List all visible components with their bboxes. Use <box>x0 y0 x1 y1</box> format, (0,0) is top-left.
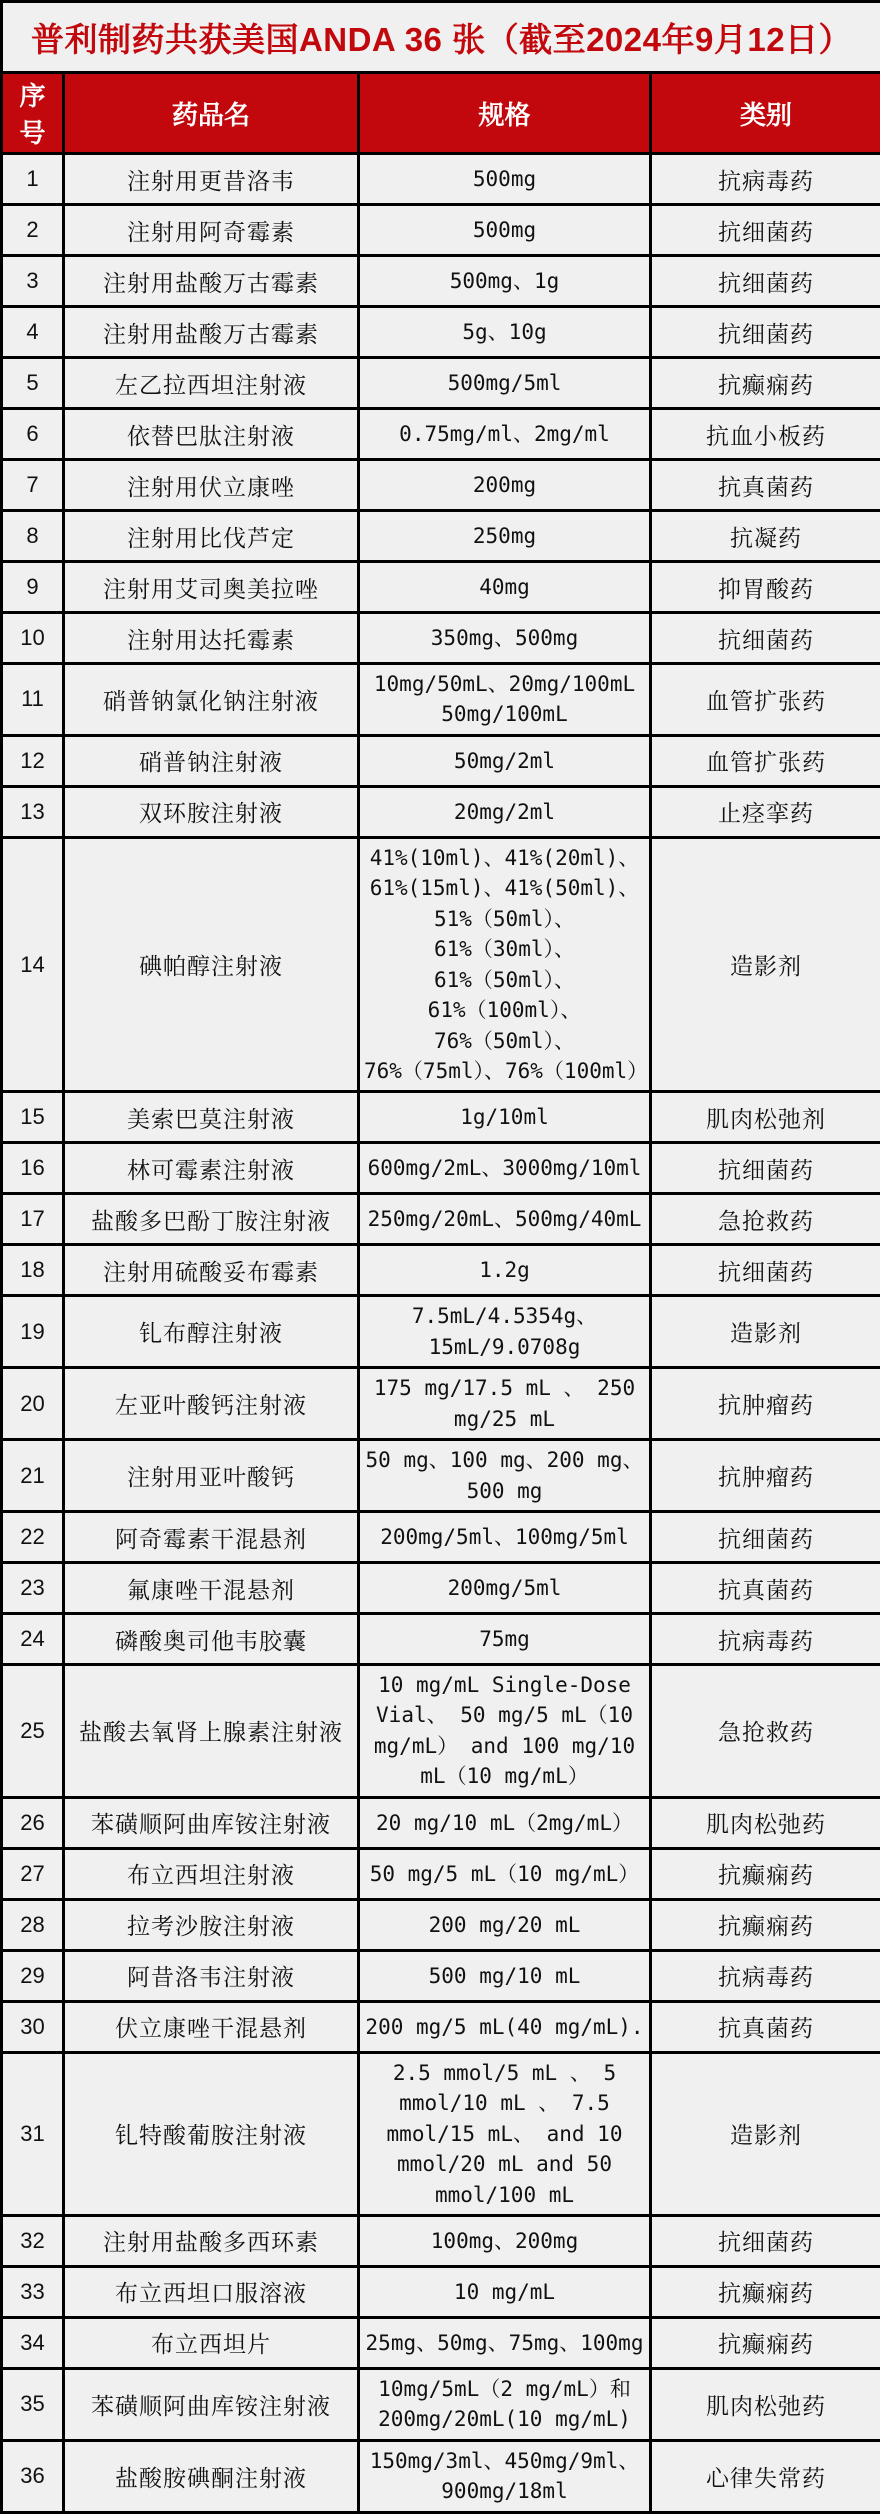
cell-no: 21 <box>2 1440 64 1512</box>
cell-no: 22 <box>2 1512 64 1563</box>
cell-no: 31 <box>2 2052 64 2215</box>
cell-category: 造影剂 <box>651 837 880 1092</box>
cell-drug-name: 碘帕醇注射液 <box>64 837 359 1092</box>
cell-drug-name: 钆布醇注射液 <box>64 1296 359 1368</box>
cell-category: 抗真菌药 <box>651 460 880 511</box>
cell-no: 6 <box>2 409 64 460</box>
cell-drug-name: 拉考沙胺注射液 <box>64 1899 359 1950</box>
table-row <box>2 358 880 409</box>
cell-spec: 350mg、500mg <box>359 613 651 664</box>
table-row <box>2 786 880 837</box>
cell-drug-name: 氟康唑干混悬剂 <box>64 1563 359 1614</box>
cell-category: 急抢救药 <box>651 1665 880 1798</box>
cell-drug-name: 林可霉素注射液 <box>64 1143 359 1194</box>
cell-spec: 25mg、50mg、75mg、100mg <box>359 2317 651 2368</box>
table-row <box>2 2001 880 2052</box>
table-row <box>2 1194 880 1245</box>
cell-no: 5 <box>2 358 64 409</box>
table-row <box>2 511 880 562</box>
cell-spec: 40mg <box>359 562 651 613</box>
cell-spec: 20 mg/10 mL（2mg/mL） <box>359 1797 651 1848</box>
table-row <box>2 1848 880 1899</box>
cell-spec: 2.5 mmol/5 mL 、 5 mmol/10 mL 、 7.5 mmol/15 mL、 and 10 mmol/20 mL and 50 mmol/100 mL <box>359 2052 651 2215</box>
cell-no: 10 <box>2 613 64 664</box>
cell-drug-name: 注射用亚叶酸钙 <box>64 1440 359 1512</box>
cell-spec: 500mg <box>359 154 651 205</box>
table-row <box>2 664 880 736</box>
table-row <box>2 1143 880 1194</box>
cell-spec: 200 mg/5 mL(40 mg/mL). <box>359 2001 651 2052</box>
cell-category: 抗细菌药 <box>651 2215 880 2266</box>
table-row <box>2 154 880 205</box>
cell-drug-name: 盐酸多巴酚丁胺注射液 <box>64 1194 359 1245</box>
cell-spec: 200 mg/20 mL <box>359 1899 651 1950</box>
cell-category: 抗肿瘤药 <box>651 1440 880 1512</box>
cell-no: 3 <box>2 256 64 307</box>
column-header-drug-name: 药品名 <box>64 73 359 154</box>
cell-category: 造影剂 <box>651 2052 880 2215</box>
cell-drug-name: 布立西坦片 <box>64 2317 359 2368</box>
cell-drug-name: 阿昔洛韦注射液 <box>64 1950 359 2001</box>
cell-category: 抗肿瘤药 <box>651 1368 880 1440</box>
cell-no: 7 <box>2 460 64 511</box>
table-body <box>2 154 880 2513</box>
cell-no: 28 <box>2 1899 64 1950</box>
table-row <box>2 1092 880 1143</box>
table-row <box>2 1950 880 2001</box>
cell-no: 16 <box>2 1143 64 1194</box>
cell-spec: 1g/10ml <box>359 1092 651 1143</box>
table-row <box>2 1797 880 1848</box>
cell-no: 27 <box>2 1848 64 1899</box>
cell-category: 肌肉松弛药 <box>651 2368 880 2440</box>
cell-category: 血管扩张药 <box>651 735 880 786</box>
cell-no: 30 <box>2 2001 64 2052</box>
table-row <box>2 1512 880 1563</box>
page-title: 普利制药共获美国ANDA 36 张（截至2024年9月12日） <box>2 2 880 73</box>
cell-no: 25 <box>2 1665 64 1798</box>
cell-drug-name: 注射用硫酸妥布霉素 <box>64 1245 359 1296</box>
cell-spec: 175 mg/17.5 mL 、 250 mg/25 mL <box>359 1368 651 1440</box>
cell-drug-name: 盐酸去氧肾上腺素注射液 <box>64 1665 359 1798</box>
cell-spec: 5g、10g <box>359 307 651 358</box>
table-row <box>2 2052 880 2215</box>
cell-no: 26 <box>2 1797 64 1848</box>
cell-category: 抗真菌药 <box>651 1563 880 1614</box>
cell-no: 1 <box>2 154 64 205</box>
cell-category: 抗细菌药 <box>651 256 880 307</box>
cell-spec: 1.2g <box>359 1245 651 1296</box>
cell-drug-name: 美索巴莫注射液 <box>64 1092 359 1143</box>
cell-spec: 41%(10ml)、41%(20ml)、61%(15ml)、41%(50ml)、51%（50ml）、61%（30ml）、61%（50ml）、61%（100ml）、76%（50ml）、76%（75ml）、76%（100ml） <box>359 837 651 1092</box>
table-row <box>2 1899 880 1950</box>
cell-drug-name: 苯磺顺阿曲库铵注射液 <box>64 1797 359 1848</box>
cell-spec: 10 mg/mL <box>359 2266 651 2317</box>
cell-drug-name: 左亚叶酸钙注射液 <box>64 1368 359 1440</box>
column-header-category: 类别 <box>651 73 880 154</box>
cell-no: 19 <box>2 1296 64 1368</box>
cell-no: 13 <box>2 786 64 837</box>
header-row <box>2 73 880 154</box>
cell-no: 18 <box>2 1245 64 1296</box>
cell-no: 29 <box>2 1950 64 2001</box>
cell-drug-name: 磷酸奥司他韦胶囊 <box>64 1614 359 1665</box>
cell-no: 24 <box>2 1614 64 1665</box>
cell-no: 2 <box>2 205 64 256</box>
table-row <box>2 1368 880 1440</box>
table-row <box>2 1563 880 1614</box>
cell-category: 抗细菌药 <box>651 307 880 358</box>
table-row <box>2 409 880 460</box>
cell-drug-name: 布立西坦注射液 <box>64 1848 359 1899</box>
cell-no: 36 <box>2 2440 64 2512</box>
cell-category: 肌肉松弛剂 <box>651 1092 880 1143</box>
cell-drug-name: 苯磺顺阿曲库铵注射液 <box>64 2368 359 2440</box>
cell-spec: 10 mg/mL Single-Dose Vial、 50 mg/5 mL（10 mg/mL） and 100 mg/10 mL（10 mg/mL） <box>359 1665 651 1798</box>
cell-drug-name: 注射用艾司奥美拉唑 <box>64 562 359 613</box>
cell-spec: 500 mg/10 mL <box>359 1950 651 2001</box>
cell-drug-name: 硝普钠注射液 <box>64 735 359 786</box>
table-row <box>2 1440 880 1512</box>
cell-drug-name: 双环胺注射液 <box>64 786 359 837</box>
cell-category: 造影剂 <box>651 1296 880 1368</box>
table-row <box>2 735 880 786</box>
cell-category: 抗真菌药 <box>651 2001 880 2052</box>
cell-no: 12 <box>2 735 64 786</box>
cell-category: 抗癫痫药 <box>651 1848 880 1899</box>
cell-category: 肌肉松弛药 <box>651 1797 880 1848</box>
table-row <box>2 1296 880 1368</box>
cell-drug-name: 阿奇霉素干混悬剂 <box>64 1512 359 1563</box>
table-row <box>2 1245 880 1296</box>
table-row <box>2 1665 880 1798</box>
cell-drug-name: 注射用达托霉素 <box>64 613 359 664</box>
table-row <box>2 2368 880 2440</box>
cell-category: 抑胃酸药 <box>651 562 880 613</box>
cell-category: 抗细菌药 <box>651 1512 880 1563</box>
cell-drug-name: 注射用阿奇霉素 <box>64 205 359 256</box>
cell-no: 34 <box>2 2317 64 2368</box>
cell-category: 抗血小板药 <box>651 409 880 460</box>
cell-category: 抗细菌药 <box>651 1143 880 1194</box>
table-row <box>2 562 880 613</box>
cell-drug-name: 左乙拉西坦注射液 <box>64 358 359 409</box>
cell-no: 8 <box>2 511 64 562</box>
title-row <box>2 2 880 73</box>
table-row <box>2 256 880 307</box>
cell-category: 血管扩张药 <box>651 664 880 736</box>
cell-spec: 20mg/2ml <box>359 786 651 837</box>
cell-spec: 10mg/5mL（2 mg/mL）和 200mg/20mL(10 mg/mL) <box>359 2368 651 2440</box>
column-header-no: 序号 <box>2 73 64 154</box>
cell-no: 9 <box>2 562 64 613</box>
cell-spec: 100mg、200mg <box>359 2215 651 2266</box>
cell-no: 23 <box>2 1563 64 1614</box>
table-row <box>2 2317 880 2368</box>
table-row <box>2 2440 880 2512</box>
cell-drug-name: 伏立康唑干混悬剂 <box>64 2001 359 2052</box>
table-row <box>2 205 880 256</box>
cell-spec: 10mg/50mL、20mg/100mL 50mg/100mL <box>359 664 651 736</box>
cell-spec: 250mg/20mL、500mg/40mL <box>359 1194 651 1245</box>
cell-spec: 500mg、1g <box>359 256 651 307</box>
cell-drug-name: 注射用比伐芦定 <box>64 511 359 562</box>
cell-category: 心律失常药 <box>651 2440 880 2512</box>
cell-spec: 600mg/2mL、3000mg/10ml <box>359 1143 651 1194</box>
cell-no: 32 <box>2 2215 64 2266</box>
cell-spec: 200mg/5ml <box>359 1563 651 1614</box>
cell-category: 抗病毒药 <box>651 154 880 205</box>
table-row <box>2 2266 880 2317</box>
cell-category: 抗细菌药 <box>651 205 880 256</box>
cell-no: 33 <box>2 2266 64 2317</box>
cell-no: 20 <box>2 1368 64 1440</box>
cell-category: 抗癫痫药 <box>651 1899 880 1950</box>
cell-drug-name: 注射用更昔洛韦 <box>64 154 359 205</box>
cell-no: 4 <box>2 307 64 358</box>
cell-no: 11 <box>2 664 64 736</box>
table-row <box>2 1614 880 1665</box>
cell-category: 抗细菌药 <box>651 1245 880 1296</box>
cell-spec: 200mg/5ml、100mg/5ml <box>359 1512 651 1563</box>
cell-spec: 7.5mL/4.5354g、15mL/9.0708g <box>359 1296 651 1368</box>
cell-category: 抗凝药 <box>651 511 880 562</box>
cell-drug-name: 布立西坦口服溶液 <box>64 2266 359 2317</box>
cell-spec: 250mg <box>359 511 651 562</box>
cell-category: 抗癫痫药 <box>651 2317 880 2368</box>
cell-drug-name: 盐酸胺碘酮注射液 <box>64 2440 359 2512</box>
cell-category: 抗细菌药 <box>651 613 880 664</box>
cell-spec: 150mg/3ml、450mg/9ml、900mg/18ml <box>359 2440 651 2512</box>
cell-no: 17 <box>2 1194 64 1245</box>
cell-spec: 200mg <box>359 460 651 511</box>
cell-drug-name: 依替巴肽注射液 <box>64 409 359 460</box>
cell-no: 35 <box>2 2368 64 2440</box>
table-row <box>2 460 880 511</box>
table-row <box>2 2215 880 2266</box>
cell-spec: 50 mg/5 mL（10 mg/mL） <box>359 1848 651 1899</box>
cell-drug-name: 注射用盐酸万古霉素 <box>64 256 359 307</box>
table-row <box>2 307 880 358</box>
cell-drug-name: 钆特酸葡胺注射液 <box>64 2052 359 2215</box>
cell-category: 抗病毒药 <box>651 1614 880 1665</box>
cell-category: 抗病毒药 <box>651 1950 880 2001</box>
table-row <box>2 837 880 1092</box>
cell-spec: 75mg <box>359 1614 651 1665</box>
cell-category: 抗癫痫药 <box>651 2266 880 2317</box>
cell-spec: 500mg <box>359 205 651 256</box>
cell-drug-name: 注射用伏立康唑 <box>64 460 359 511</box>
cell-no: 15 <box>2 1092 64 1143</box>
cell-drug-name: 注射用盐酸万古霉素 <box>64 307 359 358</box>
cell-no: 14 <box>2 837 64 1092</box>
cell-drug-name: 注射用盐酸多西环素 <box>64 2215 359 2266</box>
table-row <box>2 613 880 664</box>
cell-category: 急抢救药 <box>651 1194 880 1245</box>
cell-spec: 50 mg、100 mg、200 mg、500 mg <box>359 1440 651 1512</box>
cell-spec: 0.75mg/ml、2mg/ml <box>359 409 651 460</box>
cell-category: 止痉挛药 <box>651 786 880 837</box>
cell-spec: 50mg/2ml <box>359 735 651 786</box>
cell-category: 抗癫痫药 <box>651 358 880 409</box>
column-header-spec: 规格 <box>359 73 651 154</box>
cell-drug-name: 硝普钠氯化钠注射液 <box>64 664 359 736</box>
cell-spec: 500mg/5ml <box>359 358 651 409</box>
